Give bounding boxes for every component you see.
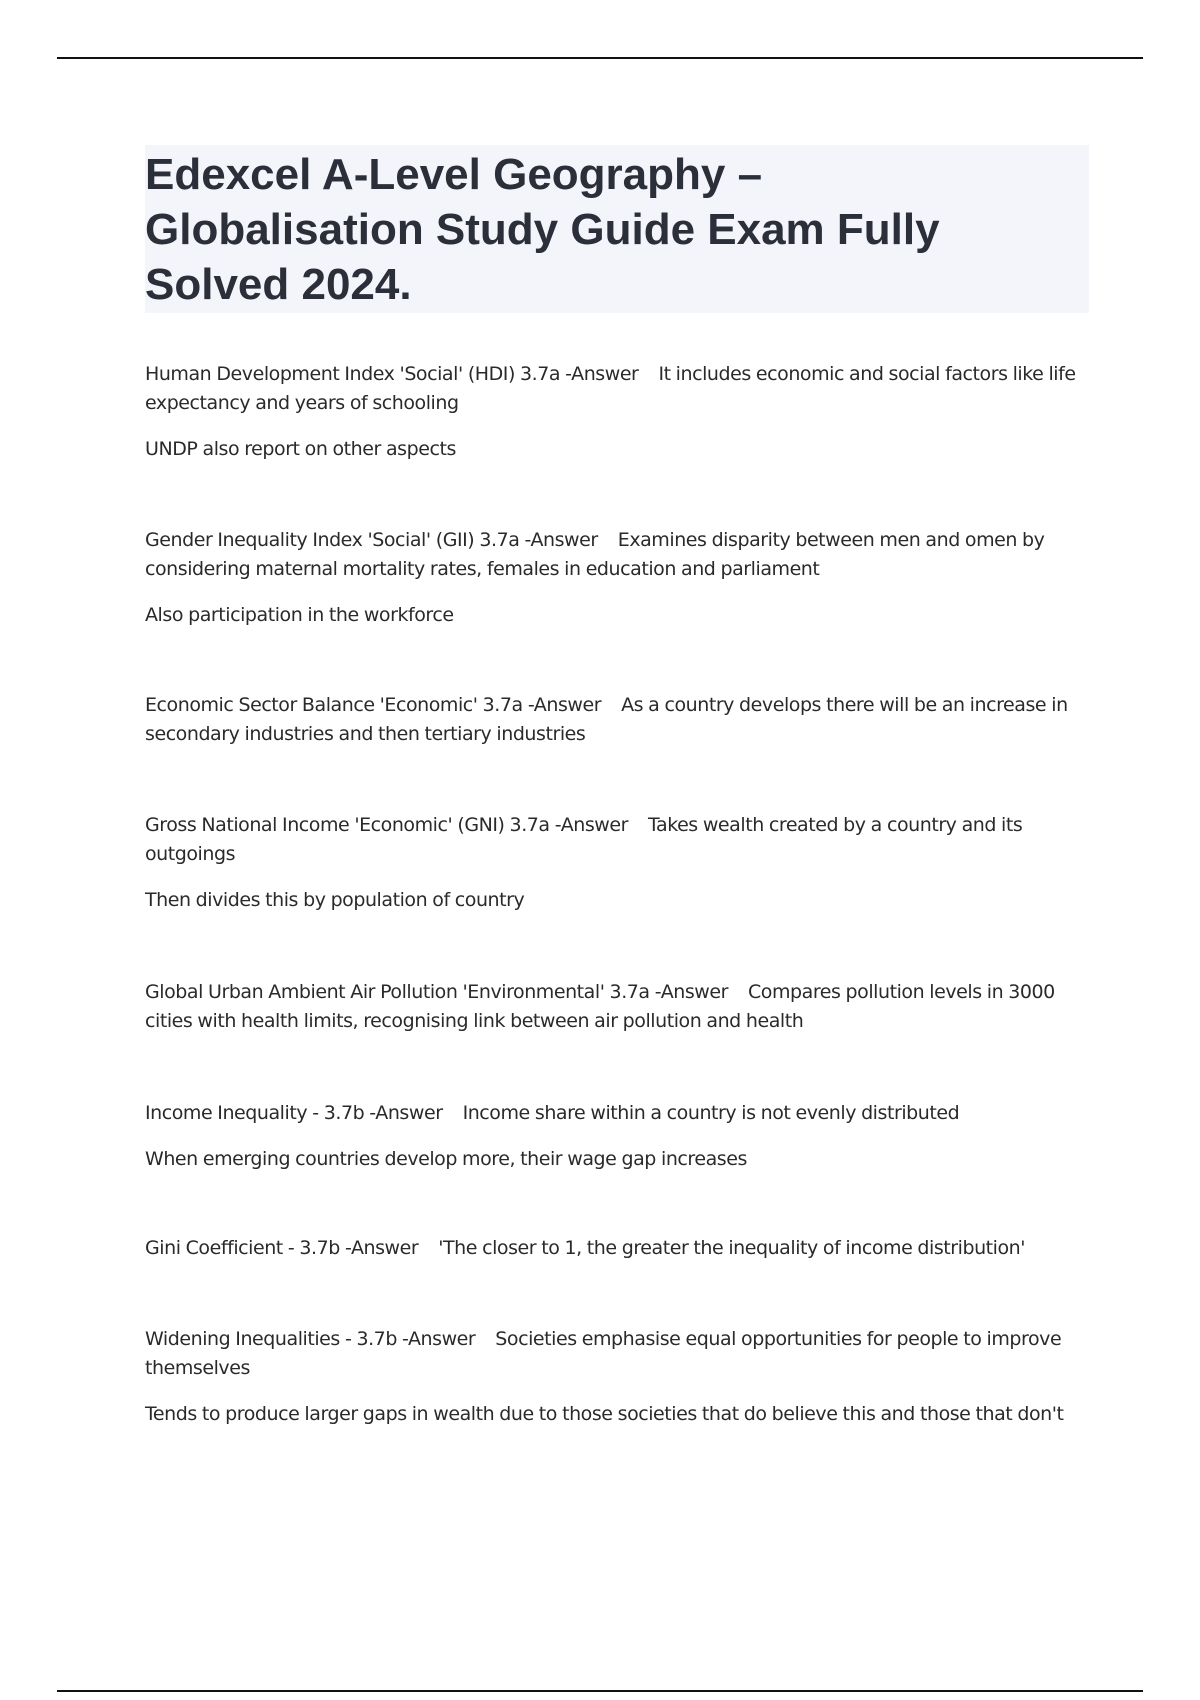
document-title: Edexcel A-Level Geography – Globalisation Study Guide Exam Fully Solved 2024. xyxy=(145,150,940,309)
qa-extra: UNDP also report on other aspects xyxy=(145,438,456,460)
qa-extra: Tends to produce larger gaps in wealth due to those societies that do believe this and those that don't xyxy=(145,1403,1064,1425)
qa-item xyxy=(145,1234,1085,1263)
qa-entry-sector-balance xyxy=(145,691,1085,749)
qa-question: Income Inequality - 3.7b -Answer xyxy=(145,1102,443,1124)
qa-question: Economic Sector Balance 'Economic' 3.7a -Answer xyxy=(145,694,602,716)
qa-answer: It includes economic and social factors like life expectancy and years of schooling xyxy=(145,363,1076,414)
title-block xyxy=(145,145,1089,313)
qa-extra: Also participation in the workforce xyxy=(145,604,454,626)
qa-question: Human Development Index 'Social' (HDI) 3.7a -Answer xyxy=(145,363,639,385)
qa-item xyxy=(145,978,1085,1036)
qa-answer: Examines disparity between men and omen by considering maternal mortality rates, females in education and parliament xyxy=(145,529,1045,580)
qa-answer: As a country develops there will be an increase in secondary industries and then tertiary industries xyxy=(145,694,1068,745)
header-rule xyxy=(57,57,1143,59)
qa-entry-air-pollution xyxy=(145,978,1085,1036)
qa-answer: Income share within a country is not evenly distributed xyxy=(462,1102,960,1124)
qa-entry-gii xyxy=(145,526,1085,630)
qa-answer: Societies emphasise equal opportunities for people to improve themselves xyxy=(145,1328,1062,1379)
qa-answer: Takes wealth created by a country and its outgoings xyxy=(145,814,1023,865)
qa-entry-widening-inequalities xyxy=(145,1325,1085,1429)
qa-answer: Compares pollution levels in 3000 cities with health limits, recognising link between air pollution and health xyxy=(145,981,1055,1032)
qa-item xyxy=(145,1325,1085,1383)
qa-question: Global Urban Ambient Air Pollution 'Environmental' 3.7a -Answer xyxy=(145,981,728,1003)
footer-rule xyxy=(57,1690,1143,1692)
qa-question: Gross National Income 'Economic' (GNI) 3.7a -Answer xyxy=(145,814,628,836)
qa-entry-income-inequality xyxy=(145,1099,1085,1174)
qa-question: Widening Inequalities - 3.7b -Answer xyxy=(145,1328,476,1350)
qa-item xyxy=(145,1099,1085,1128)
qa-item xyxy=(145,811,1085,869)
qa-question: Gender Inequality Index 'Social' (GII) 3.7a -Answer xyxy=(145,529,598,551)
qa-entry-gini xyxy=(145,1234,1085,1263)
qa-answer: 'The closer to 1, the greater the inequality of income distribution' xyxy=(438,1237,1026,1259)
qa-item xyxy=(145,526,1085,584)
qa-entry-hdi xyxy=(145,360,1085,464)
qa-entry-gni xyxy=(145,811,1085,915)
qa-item xyxy=(145,691,1085,749)
qa-extra: When emerging countries develop more, their wage gap increases xyxy=(145,1148,747,1170)
qa-question: Gini Coefficient - 3.7b -Answer xyxy=(145,1237,419,1259)
qa-extra: Then divides this by population of country xyxy=(145,889,525,911)
qa-item xyxy=(145,360,1085,418)
